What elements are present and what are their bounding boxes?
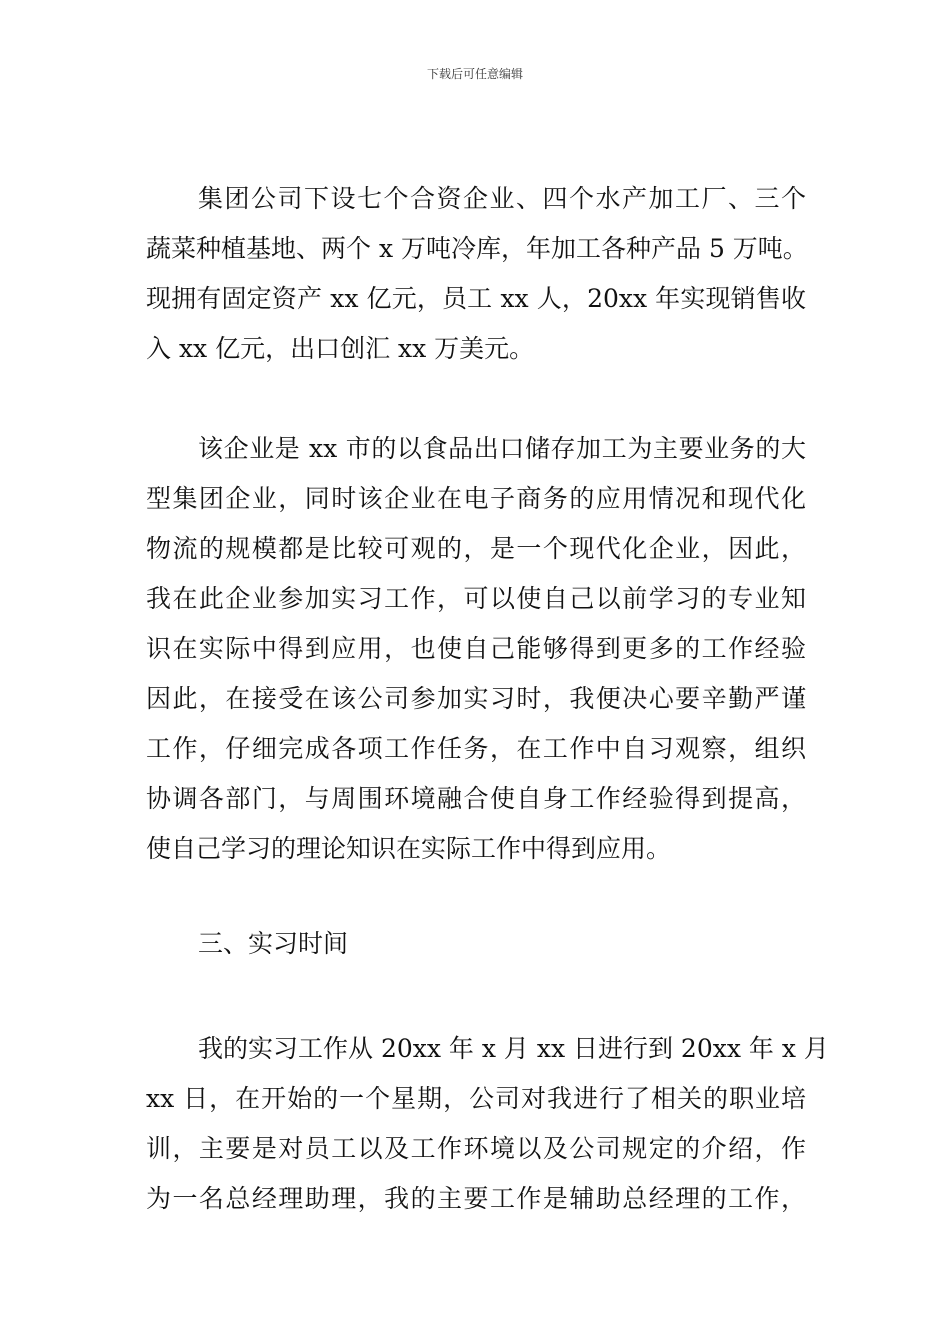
text-line: 协调各部门，与周围环境融合使自身工作经验得到提高， xyxy=(146,784,806,813)
text-line: 型集团企业，同时该企业在电子商务的应用情况和现代化 xyxy=(146,484,806,513)
section-heading xyxy=(146,919,806,969)
text-line: 入 xx 亿元，出口创汇 xx 万美元。 xyxy=(146,334,535,363)
text-line: 我的实习工作从 20xx 年 x 月 xx 日进行到 20xx 年 x 月 xyxy=(198,1034,829,1063)
paragraph-company-overview xyxy=(146,174,806,374)
text-line: xx 日，在开始的一个星期，公司对我进行了相关的职业培 xyxy=(146,1084,806,1113)
text-line: 现拥有固定资产 xx 亿元，员工 xx 人，20xx 年实现销售收 xyxy=(146,284,806,313)
text-line: 物流的规模都是比较可观的，是一个现代化企业，因此， xyxy=(146,534,806,563)
text-line: 该企业是 xx 市的以食品出口储存加工为主要业务的大 xyxy=(198,434,806,463)
paragraph-enterprise-description xyxy=(146,424,806,874)
text-line: 训，主要是对员工以及工作环境以及公司规定的介绍，作 xyxy=(146,1134,806,1163)
text-line: 识在实际中得到应用，也使自己能够得到更多的工作经验 xyxy=(146,634,806,663)
text-line: 因此，在接受在该公司参加实习时，我便决心要辛勤严谨 xyxy=(146,684,806,713)
text-line: 使自己学习的理论知识在实际工作中得到应用。 xyxy=(146,834,672,863)
text-line: 为一名总经理助理，我的主要工作是辅助总经理的工作， xyxy=(146,1184,806,1213)
text-line: 蔬菜种植基地、两个 x 万吨冷库，年加工各种产品 5 万吨。 xyxy=(146,234,808,263)
section-heading-text: 三、实习时间 xyxy=(198,929,349,958)
text-line: 我在此企业参加实习工作，可以使自己以前学习的专业知 xyxy=(146,584,806,613)
paragraph-internship-period xyxy=(146,1024,829,1224)
text-line: 工作，仔细完成各项工作任务，在工作中自习观察，组织 xyxy=(146,734,806,763)
text-line: 集团公司下设七个合资企业、四个水产加工厂、三个 xyxy=(198,184,806,213)
header-note: 下载后可任意编辑 xyxy=(426,67,523,81)
